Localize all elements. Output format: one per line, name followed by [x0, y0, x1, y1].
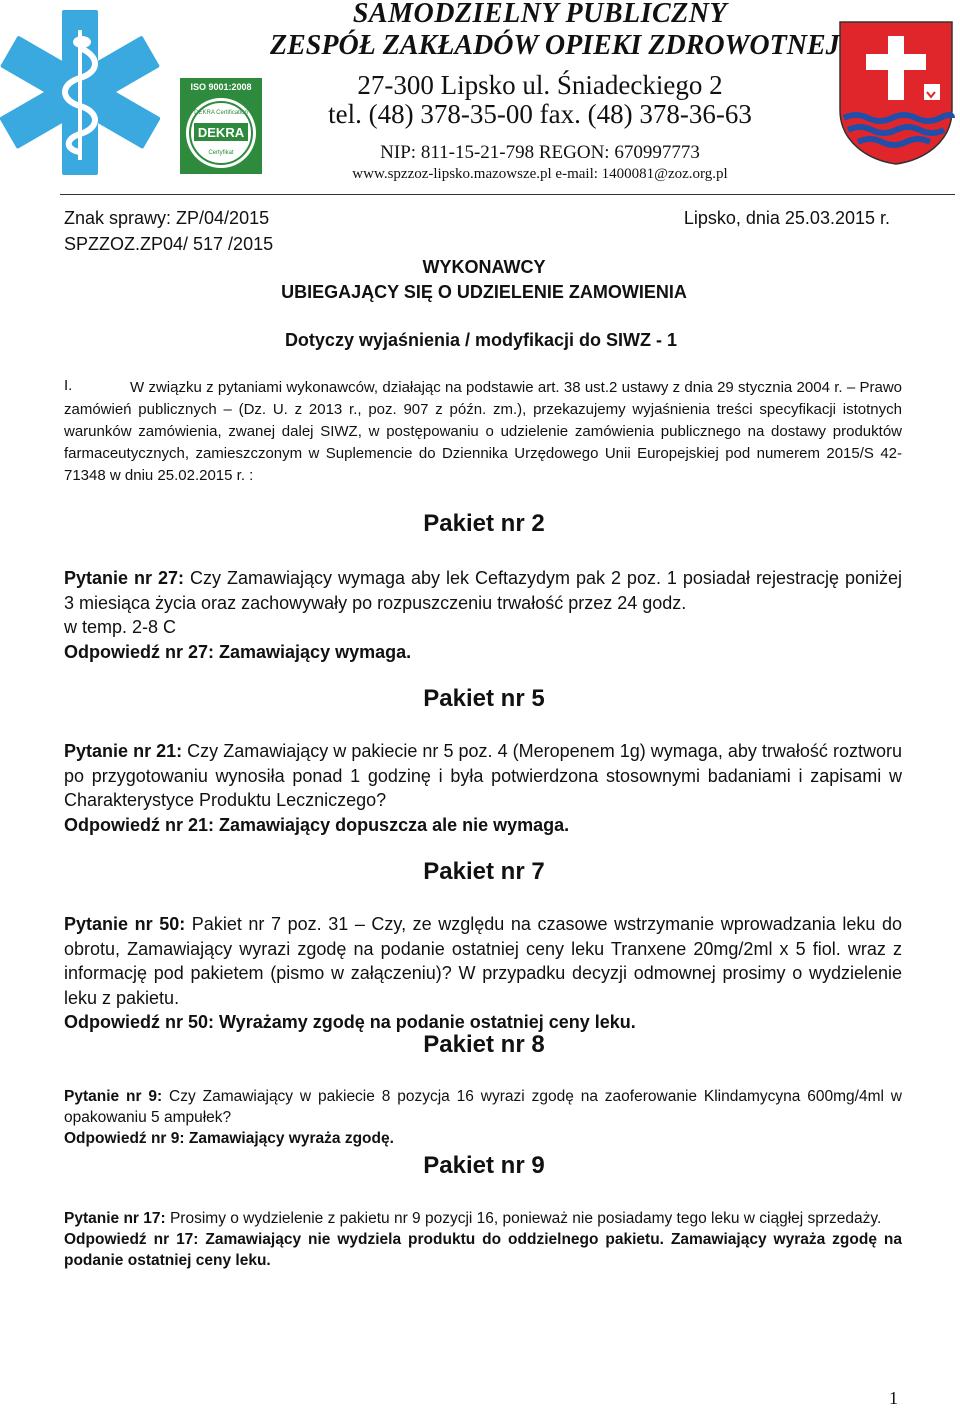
dekra-certification-badge — [180, 78, 262, 174]
answer-text: Odpowiedź nr 27: Zamawiający wymaga. — [64, 641, 412, 662]
answer-text: Odpowiedź nr 50: Wyrażamy zgodę na podanie ostatniej ceny leku. — [64, 1012, 636, 1032]
section-title-pakiet-2: Pakiet nr 2 — [423, 510, 545, 537]
addressee-line1: WYKONAWCY — [422, 257, 546, 277]
svg-text:DEKRA: DEKRA — [197, 125, 245, 140]
question-text: Pakiet nr 7 poz. 31 – Czy, ze względu na czasowe wstrzymanie wprowadzania leku do obrotu, Zamawiający wyrazi zgodę na podanie ostatniej ceny leku Tranxene 20mg/2ml x 5 fiol. wraz z informację pod pakietem (pismo w załączeniu)? W przypadku decyzji odmownej prosimy o wydzielenie leku z pakietu. — [64, 914, 902, 1008]
answer-text: Odpowiedź nr 9: Zamawiający wyraża zgodę. — [64, 1130, 394, 1147]
header-institution-line2: ZESPÓŁ ZAKŁADÓW OPIEKI ZDROWOTNEJ — [270, 30, 840, 61]
qa-block-17 — [64, 1208, 902, 1271]
section-title-pakiet-7: Pakiet nr 7 — [423, 858, 545, 885]
answer-text: Odpowiedź nr 17: Zamawiający nie wydziela produktu do oddzielnego pakietu. Zamawiający wyraża zgodę na podanie ostatniej ceny leku. — [64, 1231, 902, 1269]
question-text: Czy Zamawiający w pakiecie nr 5 poz. 4 (Meropenem 1g) wymaga, aby trwałość roztworu po przygotowaniu wynosiła ponad 1 godzinę i była potwierdzona stosownymi badaniami i zapisami w Charakterystyce Produktu Leczniczego? — [64, 741, 902, 810]
qa-block-50 — [64, 912, 902, 1035]
header-phone-fax: tel. (48) 378-35-00 fax. (48) 378-36-63 — [328, 99, 752, 129]
svg-text:DEKRA Certification: DEKRA Certification — [194, 110, 248, 116]
intro-paragraph — [64, 377, 902, 487]
header-divider — [60, 194, 955, 195]
star-of-life-logo — [0, 0, 160, 185]
answer-text: Odpowiedź nr 21: Zamawiający dopuszcza ale nie wymaga. — [64, 814, 570, 835]
addressee-line2: UBIEGAJĄCY SIĘ O UDZIELENIE ZAMOWIENIA — [281, 282, 687, 302]
page-number: 1 — [889, 1388, 898, 1408]
section-title-pakiet-8: Pakiet nr 8 — [423, 1031, 545, 1058]
svg-text:Certyfikat: Certyfikat — [208, 150, 234, 156]
header-institution-line1: SAMODZIELNY PUBLICZNY — [352, 0, 728, 29]
header-nip-regon: NIP: 811-15-21-798 REGON: 670997773 — [380, 142, 700, 163]
header-address: 27-300 Lipsko ul. Śniadeckiego 2 — [357, 70, 723, 100]
qa-block-21 — [64, 739, 902, 837]
letter-subject: Dotyczy wyjaśnienia / modyfikacji do SIWZ - 1 — [284, 330, 678, 350]
qa-block-27 — [64, 566, 902, 664]
intro-number: I. — [64, 377, 73, 394]
question-label: Pytanie nr 21: — [64, 741, 183, 761]
case-reference: Znak sprawy: ZP/04/2015 — [64, 208, 270, 228]
svg-text:ISO 9001:2008: ISO 9001:2008 — [190, 82, 252, 92]
document-reference: SPZZOZ.ZP04/ 517 /2015 — [64, 234, 274, 254]
question-label: Pytanie nr 9: — [64, 1088, 163, 1105]
qa-block-9 — [64, 1086, 902, 1149]
question-label: Pytanie nr 50: — [64, 914, 186, 934]
coat-of-arms-logo — [836, 18, 956, 166]
section-title-pakiet-5: Pakiet nr 5 — [423, 685, 545, 712]
section-title-pakiet-9: Pakiet nr 9 — [423, 1152, 545, 1179]
intro-text: W związku z pytaniami wykonawców, działając na podstawie art. 38 ust.2 ustawy z dnia 29 stycznia 2004 r. – Prawo zamówień publicznych – (Dz. U. z 2013 r., poz. 907 z późn. zm.), przekazujemy wyjaśnienia treści specyfikacji istotnych warunków zamówienia, zwanej dalej SIWZ, w postępowaniu o udzielenie zamówienia publicznego na dostawy produktów farmaceutycznych, zamieszczonym w Suplemencie do Dziennika Urzędowego Unii Europejskiej pod numerem 2015/S 42-71348 w dniu 25.02.2015 r. : — [64, 379, 902, 484]
question-text: Czy Zamawiający wymaga aby lek Ceftazydym pak 2 poz. 1 posiadał rejestrację poniżej 3 miesiąca życia oraz zachowywały po rozpuszczeniu trwałość przez 24 godz. — [64, 568, 902, 613]
place-and-date: Lipsko, dnia 25.03.2015 r. — [683, 208, 890, 228]
question-text: Czy Zamawiający w pakiecie 8 pozycja 16 wyrazi zgodę na zaoferowanie Klindamycyna 600mg/4ml w opakowaniu 5 ampułek? — [64, 1088, 902, 1126]
header-web-email: www.spzzoz-lipsko.mazowsze.pl e-mail: 1400081@zoz.org.pl — [352, 166, 728, 182]
question-label: Pytanie nr 27: — [64, 568, 184, 588]
question-text: Prosimy o wydzielenie z pakietu nr 9 pozycji 16, ponieważ nie posiadamy tego leku w ciągłej sprzedaży. — [165, 1210, 882, 1227]
question-label: Pytanie nr 17: — [64, 1210, 166, 1227]
question-text-continued: w temp. 2-8 C — [64, 617, 177, 637]
